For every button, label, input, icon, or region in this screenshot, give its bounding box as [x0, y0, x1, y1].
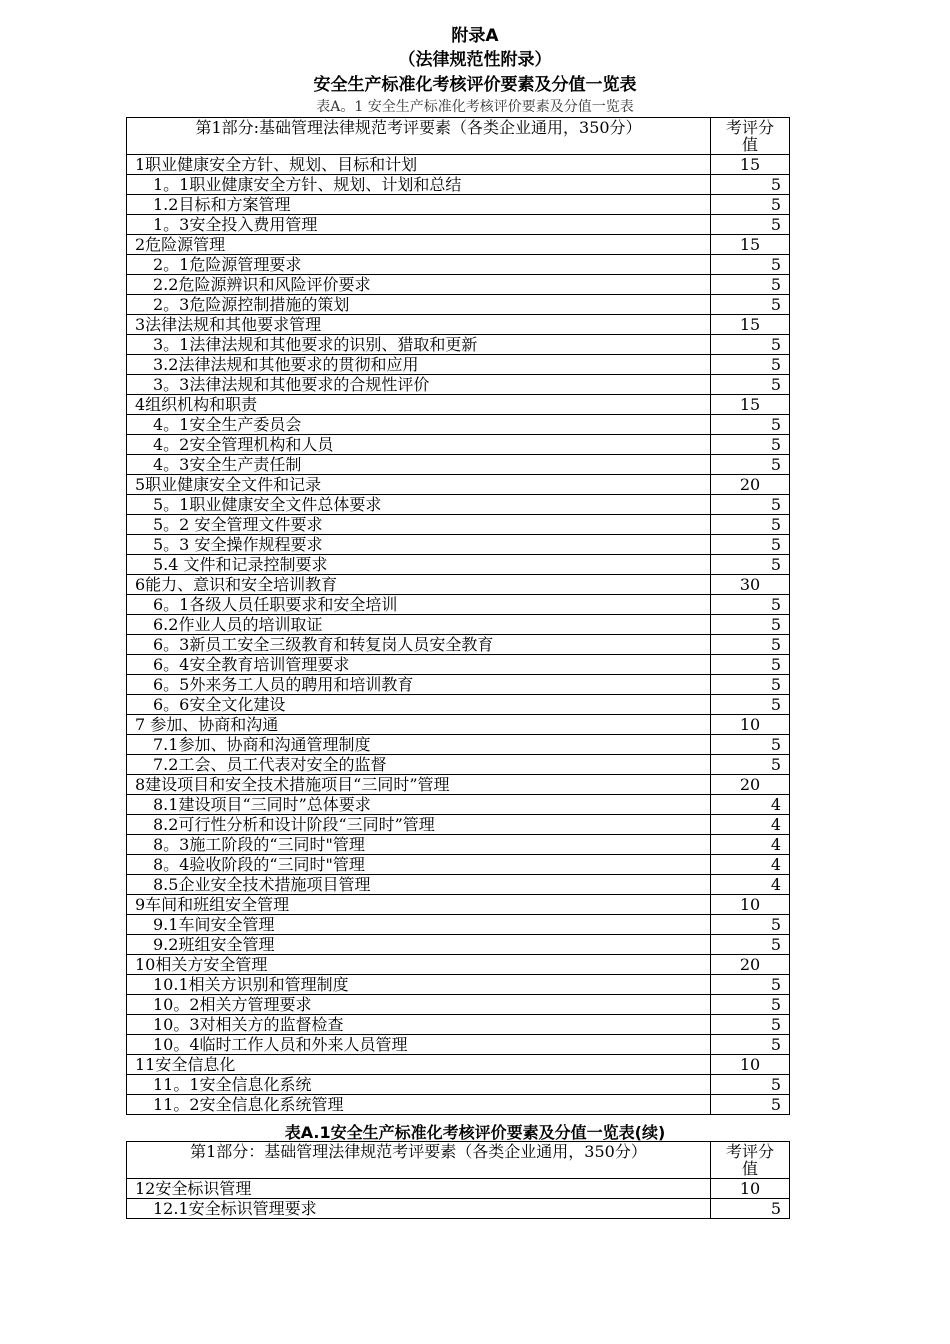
part-header: 第1部分:基础管理法律规范考评要素（各类企业通用，350分）: [127, 118, 711, 155]
subsection-score: 5: [711, 995, 790, 1015]
subsection-label: 10。3对相关方的监督检查: [127, 1015, 711, 1035]
subsection-row: [127, 375, 790, 395]
section-score: 15: [711, 235, 790, 255]
subsection-row: [127, 455, 790, 475]
subsection-score: 5: [711, 695, 790, 715]
subsection-row: [127, 935, 790, 955]
table-header-row: [127, 1142, 790, 1179]
section-label: 7 参加、协商和沟通: [127, 715, 711, 735]
score-header: [711, 118, 790, 155]
section-score: 10: [711, 1055, 790, 1075]
subsection-row: [127, 335, 790, 355]
subsection-label: 6。5外来务工人员的聘用和培训教育: [127, 675, 711, 695]
subsection-label: 6.2作业人员的培训取证: [127, 615, 711, 635]
section-score: 15: [711, 395, 790, 415]
subsection-row: [127, 675, 790, 695]
subsection-row: [127, 435, 790, 455]
table-header-row: [127, 118, 790, 155]
subsection-score: 5: [711, 1075, 790, 1095]
subsection-label: 4。1安全生产委员会: [127, 415, 711, 435]
subsection-label: 8.2可行性分析和设计阶段“三同时”管理: [127, 815, 711, 835]
subsection-row: [127, 795, 790, 815]
subsection-label: 5。1职业健康安全文件总体要求: [127, 495, 711, 515]
section-row: [127, 475, 790, 495]
section-label: 2危险源管理: [127, 235, 711, 255]
subsection-label: 11。2安全信息化系统管理: [127, 1095, 711, 1115]
evaluation-table-continued: [126, 1141, 790, 1219]
section-row: [127, 1179, 790, 1199]
subsection-label: 6。1各级人员任职要求和安全培训: [127, 595, 711, 615]
section-row: [127, 955, 790, 975]
subsection-score: 5: [711, 615, 790, 635]
subsection-row: [127, 735, 790, 755]
score-header-line1: 考评分: [725, 118, 774, 137]
subsection-score: 5: [711, 415, 790, 435]
subsection-score: 5: [711, 915, 790, 935]
subsection-score: 5: [711, 735, 790, 755]
subsection-label: 8.1建设项目“三同时”总体要求: [127, 795, 711, 815]
subsection-row: [127, 255, 790, 275]
subsection-row: [127, 495, 790, 515]
subsection-label: 5。3 安全操作规程要求: [127, 535, 711, 555]
subsection-row: [127, 635, 790, 655]
subsection-row: [127, 995, 790, 1015]
subsection-label: 4。2安全管理机构和人员: [127, 435, 711, 455]
subsection-row: [127, 615, 790, 635]
subsection-label: 3.2法律法规和其他要求的贯彻和应用: [127, 355, 711, 375]
subsection-score: 4: [711, 835, 790, 855]
subsection-row: [127, 175, 790, 195]
subsection-score: 5: [711, 755, 790, 775]
score-header-line1: 考评分: [725, 1142, 774, 1161]
subsection-label: 1.2目标和方案管理: [127, 195, 711, 215]
subsection-row: [127, 1015, 790, 1035]
section-label: 3法律法规和其他要求管理: [127, 315, 711, 335]
subsection-label: 2。1危险源管理要求: [127, 255, 711, 275]
subsection-row: [127, 215, 790, 235]
subsection-label: 2。3危险源控制措施的策划: [127, 295, 711, 315]
section-row: [127, 1055, 790, 1075]
subsection-row: [127, 295, 790, 315]
section-label: 12安全标识管理: [127, 1179, 711, 1199]
subsection-row: [127, 555, 790, 575]
subsection-label: 1。1职业健康安全方针、规划、计划和总结: [127, 175, 711, 195]
section-label: 8建设项目和安全技术措施项目“三同时”管理: [127, 775, 711, 795]
subsection-row: [127, 855, 790, 875]
subsection-label: 12.1安全标识管理要求: [127, 1199, 711, 1219]
document-title: 安全生产标准化考核评价要素及分值一览表: [313, 75, 637, 95]
subsection-label: 11。1安全信息化系统: [127, 1075, 711, 1095]
subsection-score: 5: [711, 275, 790, 295]
score-header-line2: 值: [741, 1159, 758, 1178]
subsection-label: 7.2工会、员工代表对安全的监督: [127, 755, 711, 775]
subsection-score: 5: [711, 675, 790, 695]
subsection-row: [127, 875, 790, 895]
appendix-title: 附录A: [451, 26, 499, 46]
part-header: 第1部分：基础管理法律规范考评要素（各类企业通用，350分）: [127, 1142, 711, 1179]
section-score: 20: [711, 775, 790, 795]
subsection-score: 5: [711, 175, 790, 195]
subsection-label: 8。3施工阶段的“三同时"管理: [127, 835, 711, 855]
subsection-score: 5: [711, 335, 790, 355]
subsection-row: [127, 1095, 790, 1115]
section-row: [127, 775, 790, 795]
score-header: [711, 1142, 790, 1179]
subsection-row: [127, 415, 790, 435]
subsection-score: 5: [711, 355, 790, 375]
section-row: [127, 315, 790, 335]
subsection-row: [127, 975, 790, 995]
score-header-line2: 值: [741, 135, 758, 154]
subsection-label: 1。3安全投入费用管理: [127, 215, 711, 235]
subsection-score: 5: [711, 1199, 790, 1219]
section-row: [127, 575, 790, 595]
section-score: 10: [711, 715, 790, 735]
subsection-row: [127, 1199, 790, 1219]
subsection-label: 3。1法律法规和其他要求的识别、猎取和更新: [127, 335, 711, 355]
section-score: 30: [711, 575, 790, 595]
subsection-row: [127, 655, 790, 675]
subsection-row: [127, 835, 790, 855]
section-label: 5职业健康安全文件和记录: [127, 475, 711, 495]
subsection-score: 5: [711, 1015, 790, 1035]
subsection-score: 5: [711, 655, 790, 675]
subsection-score: 5: [711, 435, 790, 455]
subsection-score: 5: [711, 935, 790, 955]
section-label: 11安全信息化: [127, 1055, 711, 1075]
subsection-score: 4: [711, 855, 790, 875]
subsection-row: [127, 275, 790, 295]
subsection-label: 8。4验收阶段的“三同时"管理: [127, 855, 711, 875]
subsection-score: 5: [711, 1035, 790, 1055]
subsection-label: 5。2 安全管理文件要求: [127, 515, 711, 535]
table-caption: 表A。1 安全生产标准化考核评价要素及分值一览表: [316, 99, 634, 115]
subsection-row: [127, 695, 790, 715]
section-row: [127, 155, 790, 175]
subsection-label: 2.2危险源辨识和风险评价要求: [127, 275, 711, 295]
subsection-label: 8.5企业安全技术措施项目管理: [127, 875, 711, 895]
section-label: 10相关方安全管理: [127, 955, 711, 975]
subsection-label: 4。3安全生产责任制: [127, 455, 711, 475]
section-row: [127, 715, 790, 735]
section-score: 10: [711, 895, 790, 915]
subsection-score: 5: [711, 555, 790, 575]
subsection-score: 5: [711, 195, 790, 215]
section-score: 20: [711, 475, 790, 495]
subsection-label: 9.1车间安全管理: [127, 915, 711, 935]
section-label: 6能力、意识和安全培训教育: [127, 575, 711, 595]
continued-caption: 表A.1安全生产标准化考核评价要素及分值一览表(续): [284, 1123, 666, 1142]
section-score: 15: [711, 155, 790, 175]
subsection-score: 5: [711, 495, 790, 515]
subsection-row: [127, 915, 790, 935]
subsection-row: [127, 755, 790, 775]
subsection-score: 5: [711, 975, 790, 995]
subsection-score: 5: [711, 1095, 790, 1115]
evaluation-table: [126, 117, 790, 1115]
subsection-label: 9.2班组安全管理: [127, 935, 711, 955]
section-score: 15: [711, 315, 790, 335]
subsection-label: 7.1参加、协商和沟通管理制度: [127, 735, 711, 755]
section-label: 4组织机构和职责: [127, 395, 711, 415]
subsection-label: 10。4临时工作人员和外来人员管理: [127, 1035, 711, 1055]
subsection-label: 5.4 文件和记录控制要求: [127, 555, 711, 575]
subsection-row: [127, 815, 790, 835]
subsection-score: 5: [711, 375, 790, 395]
subsection-label: 10。2相关方管理要求: [127, 995, 711, 1015]
section-score: 20: [711, 955, 790, 975]
subsection-score: 5: [711, 455, 790, 475]
section-row: [127, 395, 790, 415]
subsection-score: 5: [711, 595, 790, 615]
subsection-label: 6。4安全教育培训管理要求: [127, 655, 711, 675]
subsection-row: [127, 1075, 790, 1095]
subsection-score: 5: [711, 255, 790, 275]
subsection-row: [127, 595, 790, 615]
subsection-score: 4: [711, 795, 790, 815]
subsection-label: 6。3新员工安全三级教育和转复岗人员安全教育: [127, 635, 711, 655]
subsection-label: 10.1相关方识别和管理制度: [127, 975, 711, 995]
section-row: [127, 895, 790, 915]
subsection-score: 5: [711, 515, 790, 535]
subsection-row: [127, 195, 790, 215]
subsection-score: 4: [711, 875, 790, 895]
subsection-row: [127, 535, 790, 555]
section-row: [127, 235, 790, 255]
subsection-score: 5: [711, 535, 790, 555]
subsection-row: [127, 355, 790, 375]
appendix-nature: （法律规范性附录）: [398, 50, 552, 70]
section-score: 10: [711, 1179, 790, 1199]
section-label: 1职业健康安全方针、规划、目标和计划: [127, 155, 711, 175]
subsection-score: 5: [711, 295, 790, 315]
subsection-score: 5: [711, 635, 790, 655]
subsection-label: 6。6安全文化建设: [127, 695, 711, 715]
section-label: 9车间和班组安全管理: [127, 895, 711, 915]
subsection-score: 4: [711, 815, 790, 835]
subsection-row: [127, 515, 790, 535]
subsection-label: 3。3法律法规和其他要求的合规性评价: [127, 375, 711, 395]
subsection-score: 5: [711, 215, 790, 235]
subsection-row: [127, 1035, 790, 1055]
